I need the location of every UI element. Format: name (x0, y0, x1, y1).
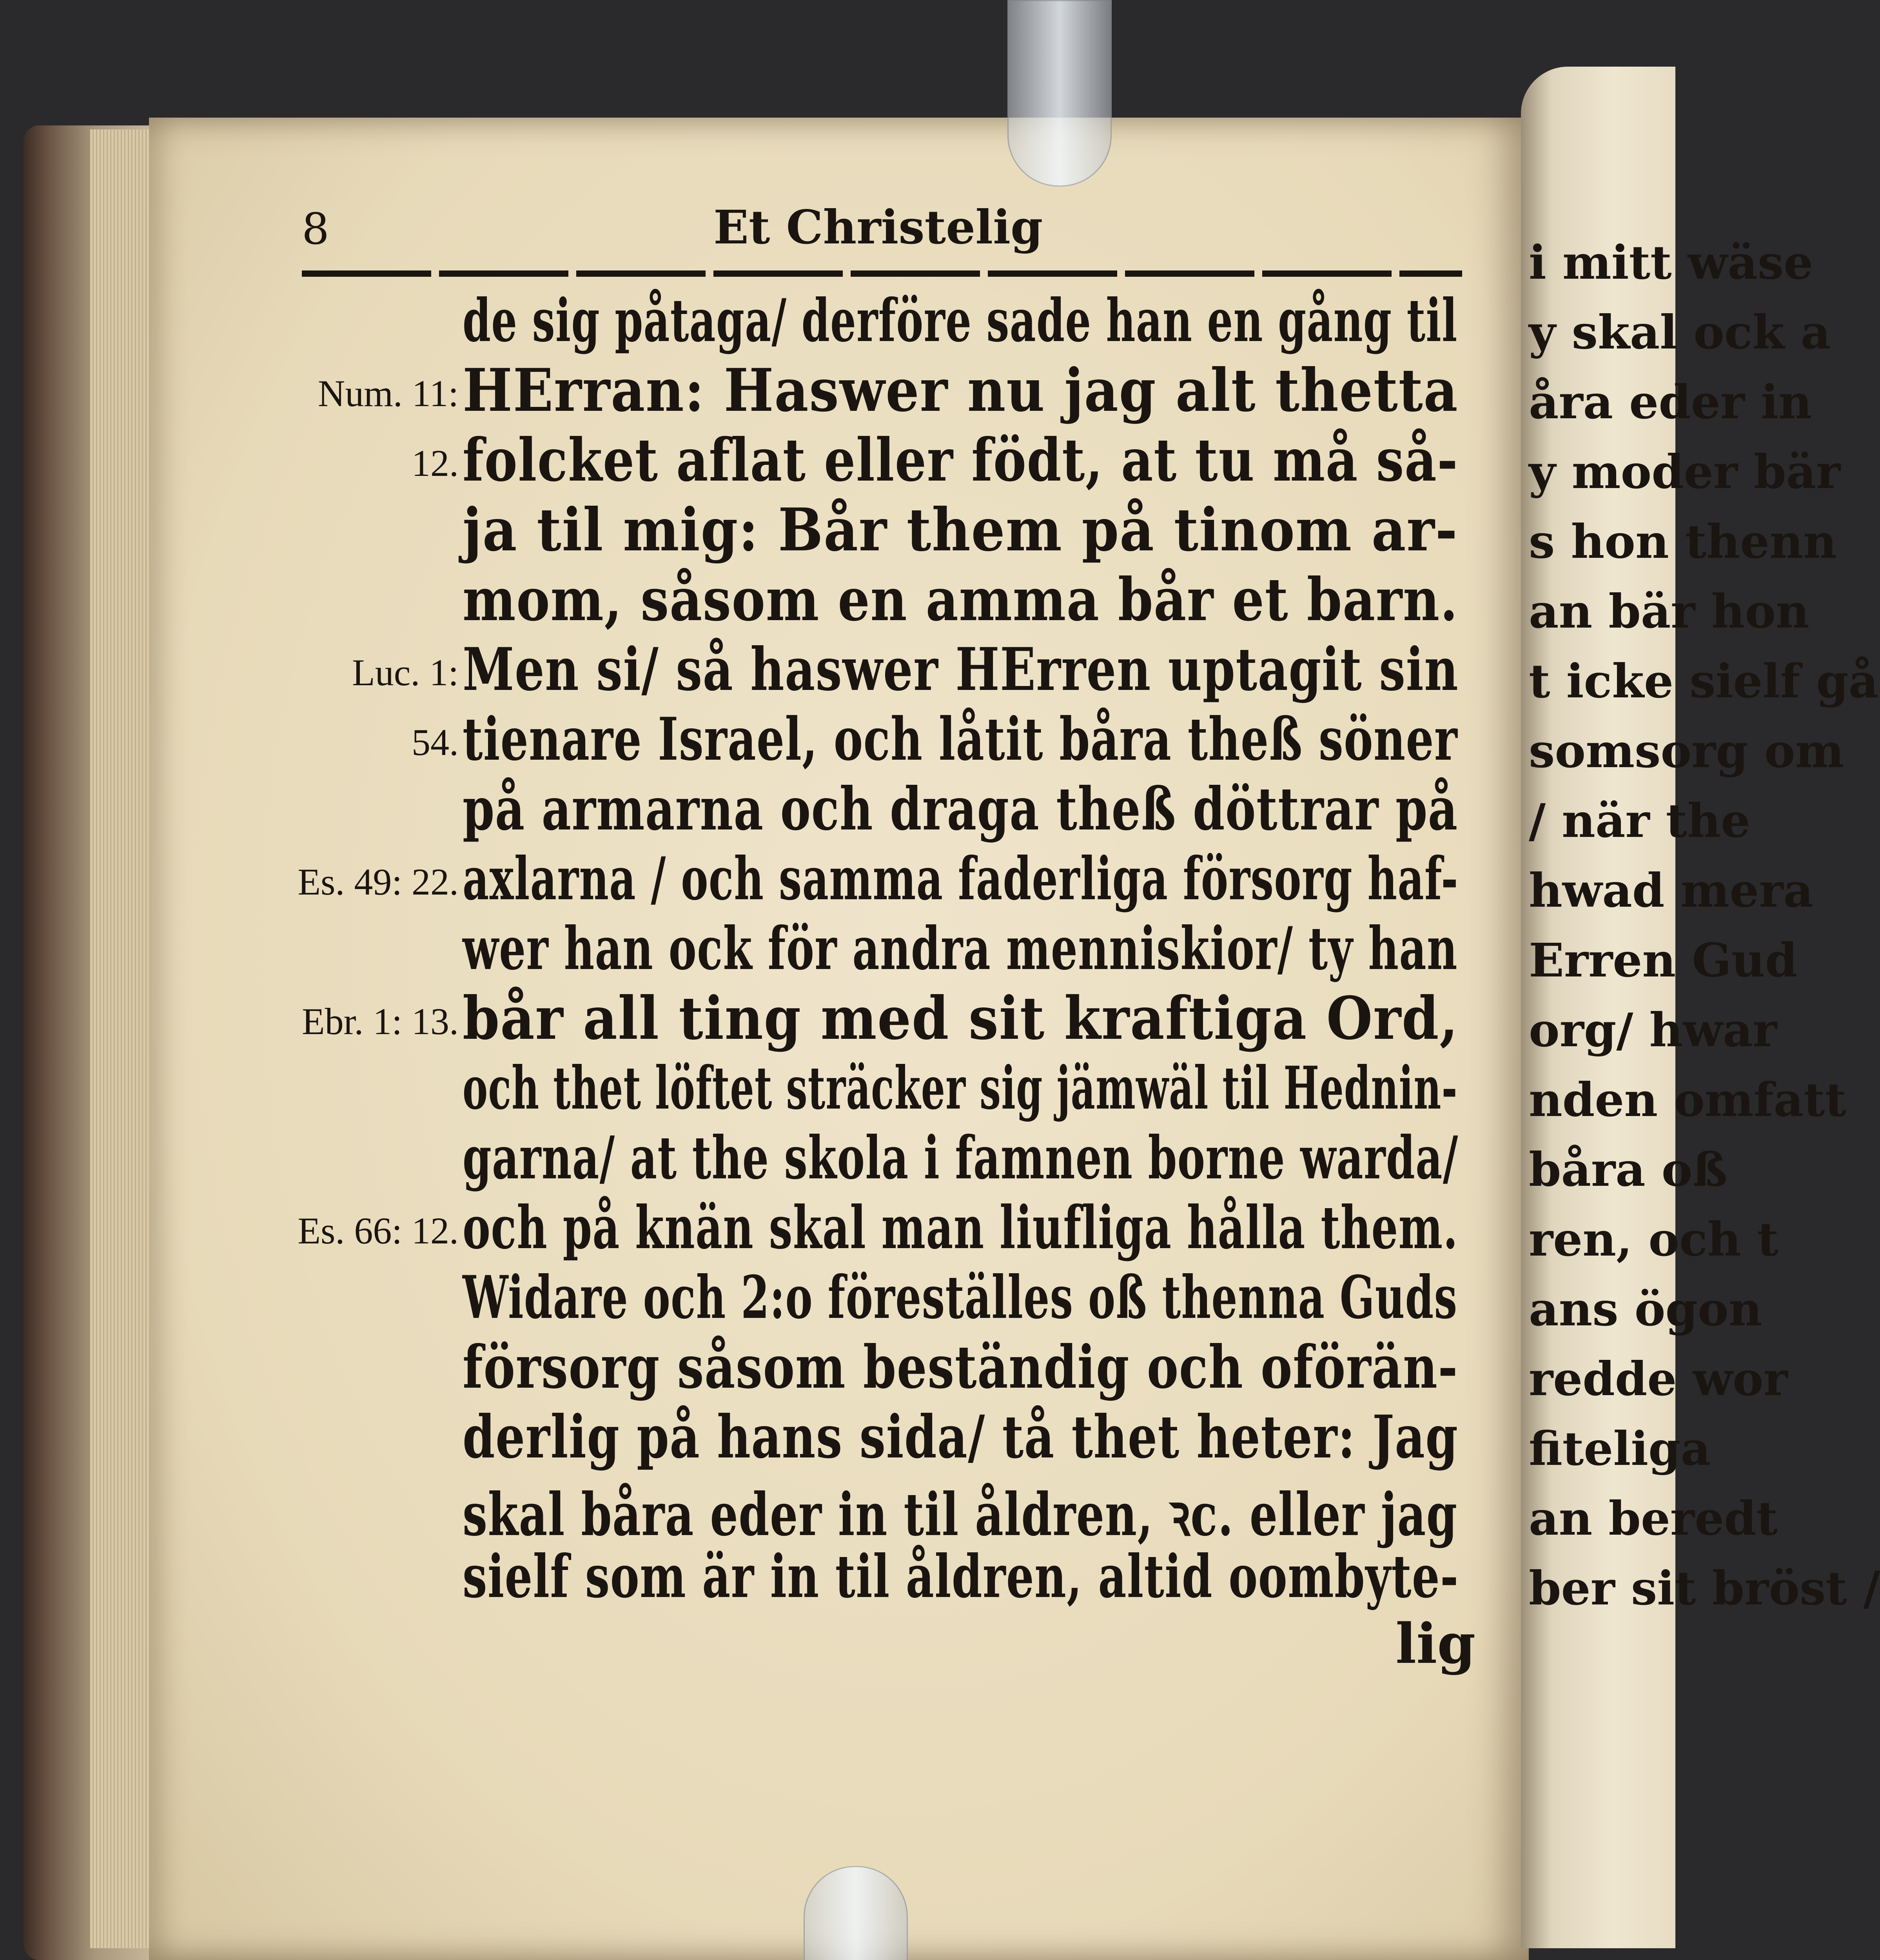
margin-reference: Luc. 1: (352, 652, 459, 693)
body-line: Widare och 2:o föreställes oß thenna Guds (463, 1263, 1458, 1332)
facing-page-line: redde wor (1529, 1352, 1788, 1406)
facing-page-line: fiteliga (1529, 1421, 1711, 1476)
facing-page-line: ren, och t (1529, 1212, 1779, 1267)
body-line: på armarna och draga theß döttrar på (463, 775, 1458, 844)
header-rule (302, 270, 1462, 277)
body-line: skal båra eder in til åldren, ꝛc. eller jag (463, 1480, 1458, 1549)
running-head: Et Christelig (713, 200, 1043, 254)
facing-page-line: / när the (1529, 793, 1751, 848)
facing-page-line: an beredt (1529, 1491, 1778, 1546)
body-line: bår all ting med sit kraftiga Ord, (463, 984, 1459, 1053)
page-holder-clip-top (1007, 0, 1112, 187)
body-line: wer han ock för andra menniskior/ ty han (463, 914, 1458, 983)
body-line: försorg såsom beständig och oförän- (463, 1333, 1459, 1402)
page-holder-clip-bottom (804, 1866, 908, 1960)
facing-page-line: i mitt wäse (1529, 235, 1813, 290)
facing-page-line: ber sit bröst / (1529, 1561, 1880, 1615)
body-line: tienare Israel, och låtit båra theß söner (463, 705, 1458, 774)
page-number: 8 (302, 204, 329, 254)
facing-page-line: Erren Gud (1529, 933, 1798, 987)
margin-reference: Es. 66: 12. (298, 1210, 459, 1252)
body-line: de sig påtaga/ derföre sade han en gång til (463, 286, 1458, 355)
body-line: och på knän skal man liufliga hålla them. (463, 1193, 1459, 1262)
body-line: derlig på hans sida/ tå thet heter: Jag (463, 1403, 1459, 1472)
catchword: lig (1395, 1612, 1476, 1676)
margin-reference: Es. 49: 22. (298, 861, 459, 903)
facing-page-line: y skal ock a (1529, 305, 1831, 359)
body-line: folcket aflat eller födt, at tu må så- (463, 426, 1459, 495)
body-line: och thet löftet sträcker sig jämwäl til Hednin- (463, 1054, 1458, 1123)
margin-reference: Ebr. 1: 13. (302, 1000, 459, 1042)
margin-reference: 12. (412, 442, 459, 484)
facing-page-line: åra eder in (1529, 375, 1812, 429)
body-line: Men si/ så haswer HErren uptagit sin (463, 635, 1459, 704)
facing-page-line: somsorg om (1529, 724, 1844, 778)
body-line: axlarna / och samma faderliga försorg haf- (463, 844, 1459, 913)
margin-reference: Num. 11: (318, 372, 459, 414)
facing-page-line: an bär hon (1529, 584, 1809, 639)
body-line: HErran: Haswer nu jag alt thetta (463, 356, 1459, 425)
body-line: sielf som är in til åldren, altid oombyte- (463, 1542, 1459, 1611)
facing-page-line: båra oß (1529, 1142, 1728, 1197)
facing-page-line: org/ hwar (1529, 1003, 1777, 1057)
facing-page-line: s hon thenn (1529, 514, 1837, 569)
facing-page-line: y moder bär (1529, 445, 1841, 499)
facing-page-line: hwad mera (1529, 863, 1813, 918)
body-line: garna/ at the skola i famnen borne warda/ (463, 1123, 1459, 1192)
body-line: ja til mig: Bår them på tinom ar- (463, 495, 1458, 564)
facing-page-line: nden omfatt (1529, 1073, 1847, 1127)
facing-page-line: t icke sielf gå (1529, 654, 1879, 708)
facing-page-line: ans ögon (1529, 1282, 1762, 1336)
margin-reference: 54. (412, 721, 459, 763)
body-line: mom, såsom en amma bår et barn. (463, 565, 1459, 634)
